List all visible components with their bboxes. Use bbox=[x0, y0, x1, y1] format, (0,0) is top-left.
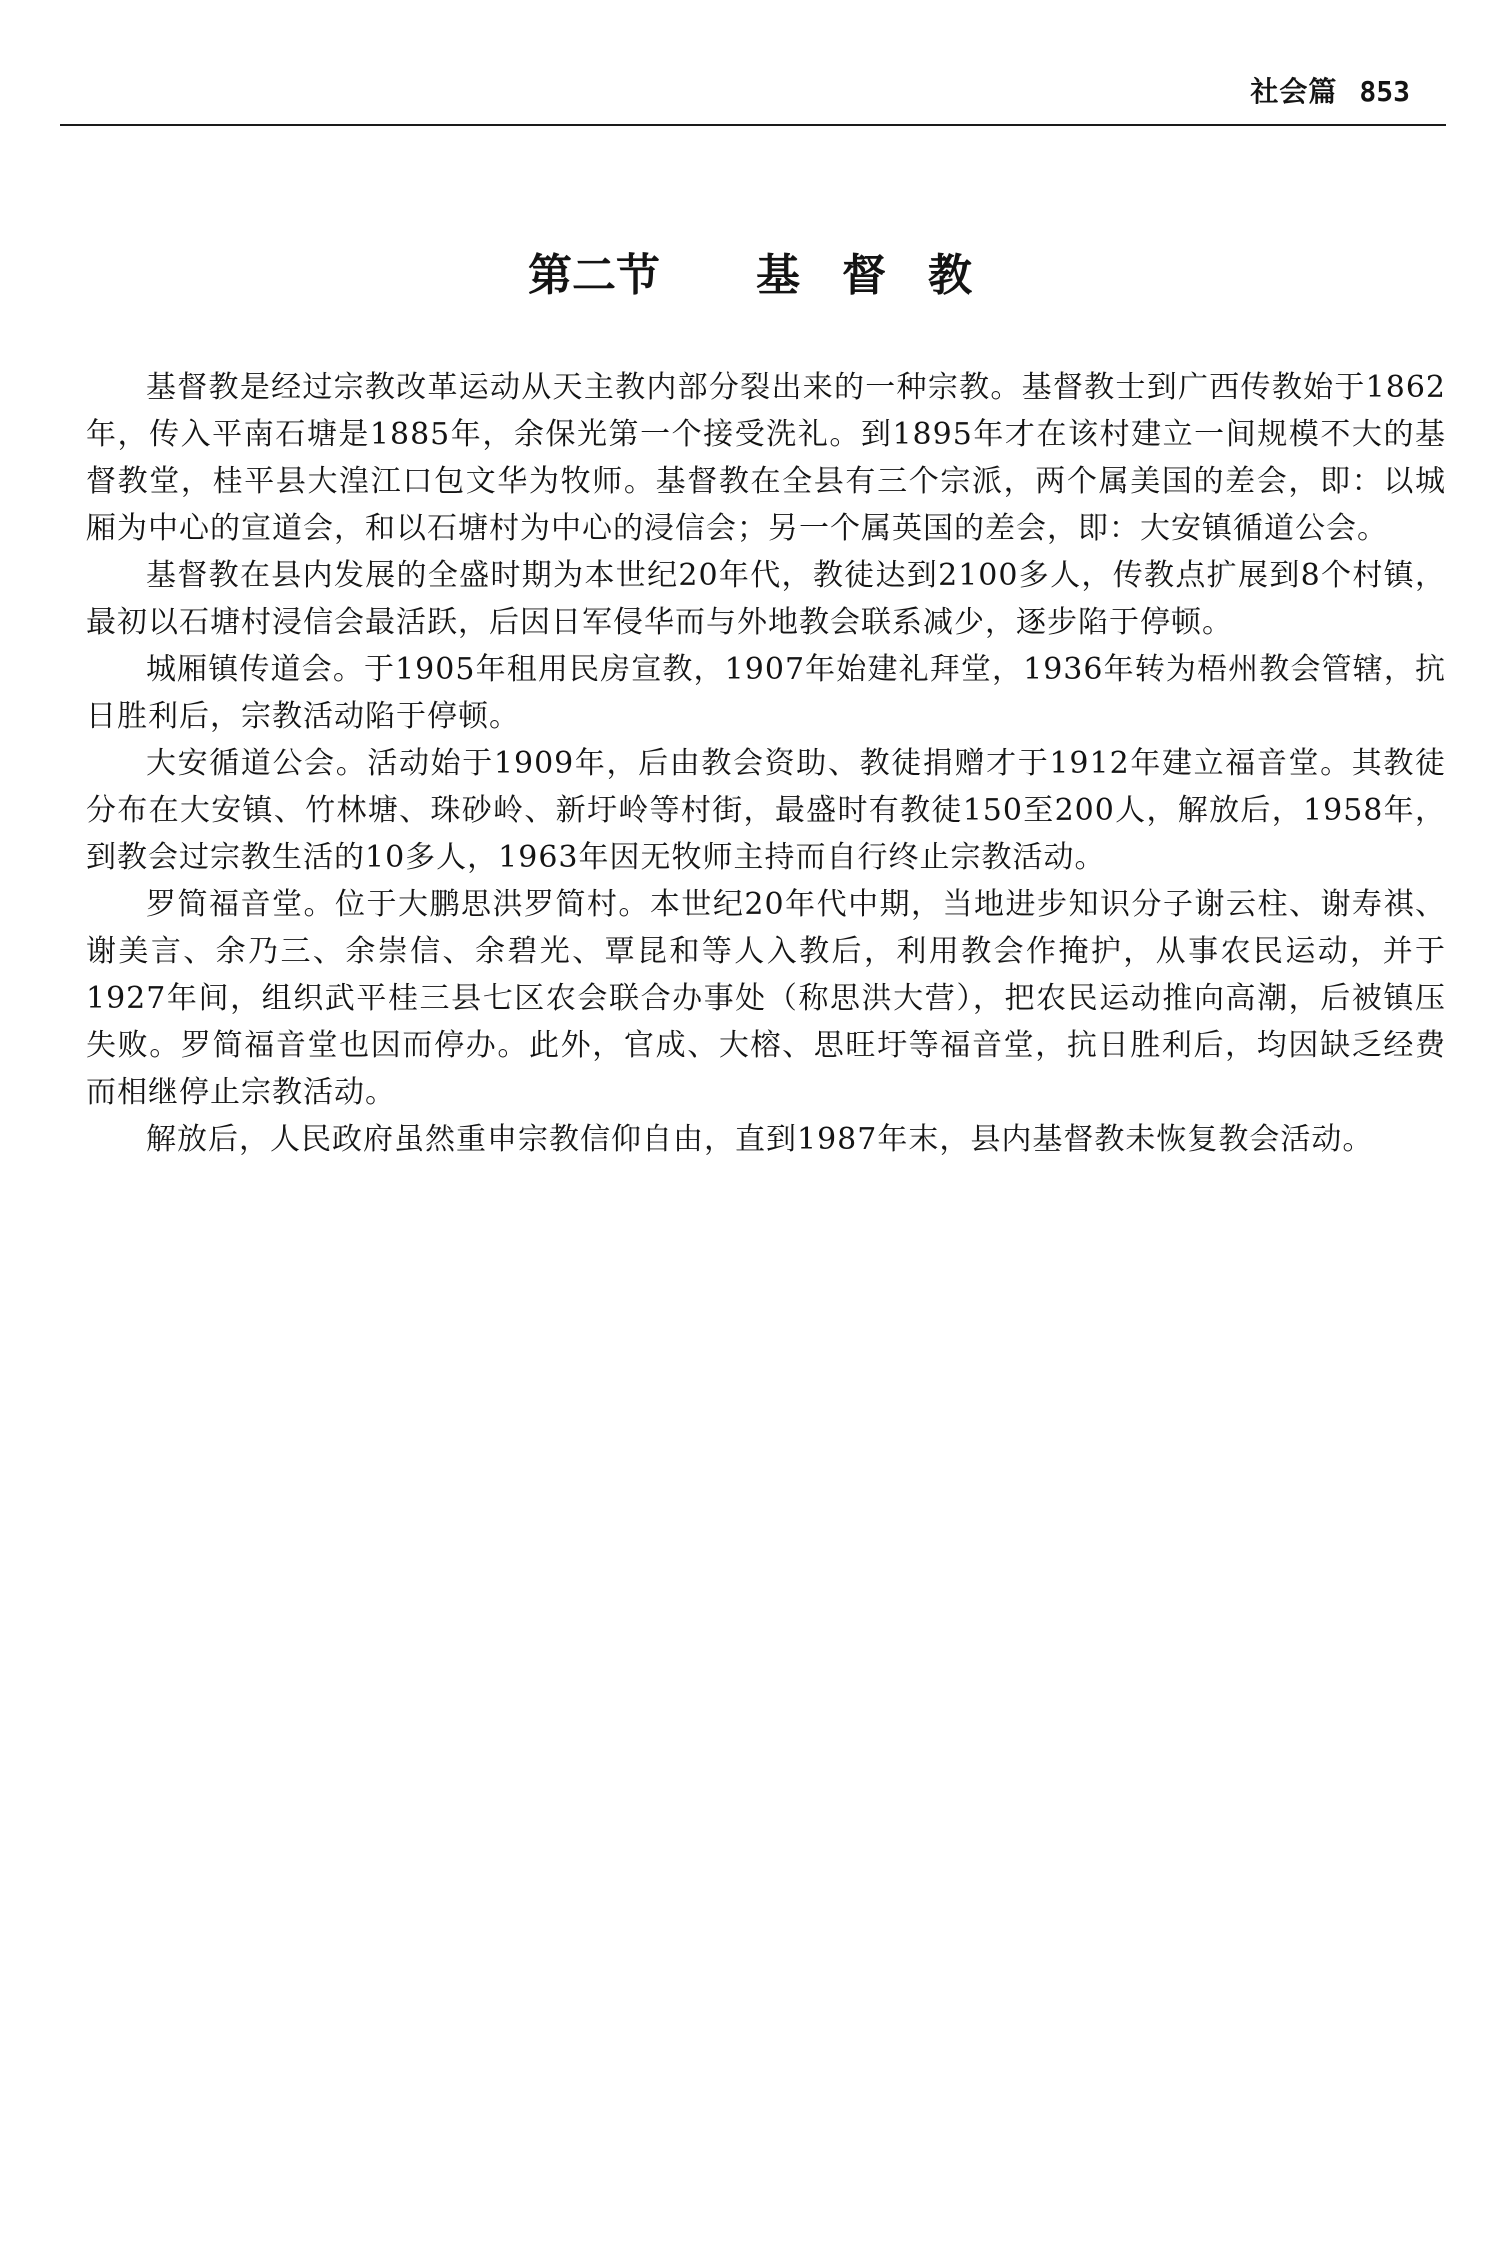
chapter-title bbox=[0, 246, 1500, 306]
header-inner bbox=[1250, 72, 1410, 112]
paragraph: 基督教是经过宗教改革运动从天主教内部分裂出来的一种宗教。基督教士到广西传教始于1862年，传入平南石塘是1885年，余保光第一个接受洗礼。到1895年才在该村建立一间规模不大的基督教堂，桂平县大湟江口包文华为牧师。基督教在全县有三个宗派，两个属美国的差会，即：以城厢为中心的宣道会，和以石塘村为中心的浸信会；另一个属英国的差会，即：大安镇循道公会。 bbox=[86, 370, 1446, 546]
page-number: 853 bbox=[1359, 75, 1410, 108]
paragraph: 大安循道公会。活动始于1909年，后由教会资助、教徒捐赠才于1912年建立福音堂。其教徒分布在大安镇、竹林塘、珠砂岭、新圩岭等村街，最盛时有教徒150至200人，解放后，1958年，到教会过宗教生活的10多人，1963年因无牧师主持而自行终止宗教活动。 bbox=[86, 746, 1446, 875]
paragraph: 罗简福音堂。位于大鹏思洪罗简村。本世纪20年代中期，当地进步知识分子谢云柱、谢寿祺、谢美言、余乃三、余崇信、余碧光、覃昆和等人入教后，利用教会作掩护，从事农民运动，并于1927年间，组织武平桂三县七区农会联合办事处（称思洪大营），把农民运动推向高潮，后被镇压失败。罗简福音堂也因而停办。此外，官成、大榕、思旺圩等福音堂，抗日胜利后，均因缺乏经费而相继停止宗教活动。 bbox=[86, 887, 1446, 1110]
body-text bbox=[86, 364, 1446, 1163]
running-header bbox=[60, 58, 1446, 126]
paragraph: 城厢镇传道会。于1905年租用民房宣教，1907年始建礼拜堂，1936年转为梧州教会管辖，抗日胜利后，宗教活动陷于停顿。 bbox=[86, 652, 1446, 734]
section-label: 第二节 bbox=[528, 250, 660, 301]
section-name: 社会篇 bbox=[1250, 75, 1338, 108]
paragraph: 解放后，人民政府虽然重申宗教信仰自由，直到1987年末，县内基督教未恢复教会活动。 bbox=[146, 1122, 1374, 1157]
paragraph: 基督教在县内发展的全盛时期为本世纪20年代，教徒达到2100多人，传教点扩展到8个村镇，最初以石塘村浸信会最活跃，后因日军侵华而与外地教会联系减少，逐步陷于停顿。 bbox=[86, 558, 1446, 640]
title-subject: 基督教 bbox=[756, 250, 1014, 301]
